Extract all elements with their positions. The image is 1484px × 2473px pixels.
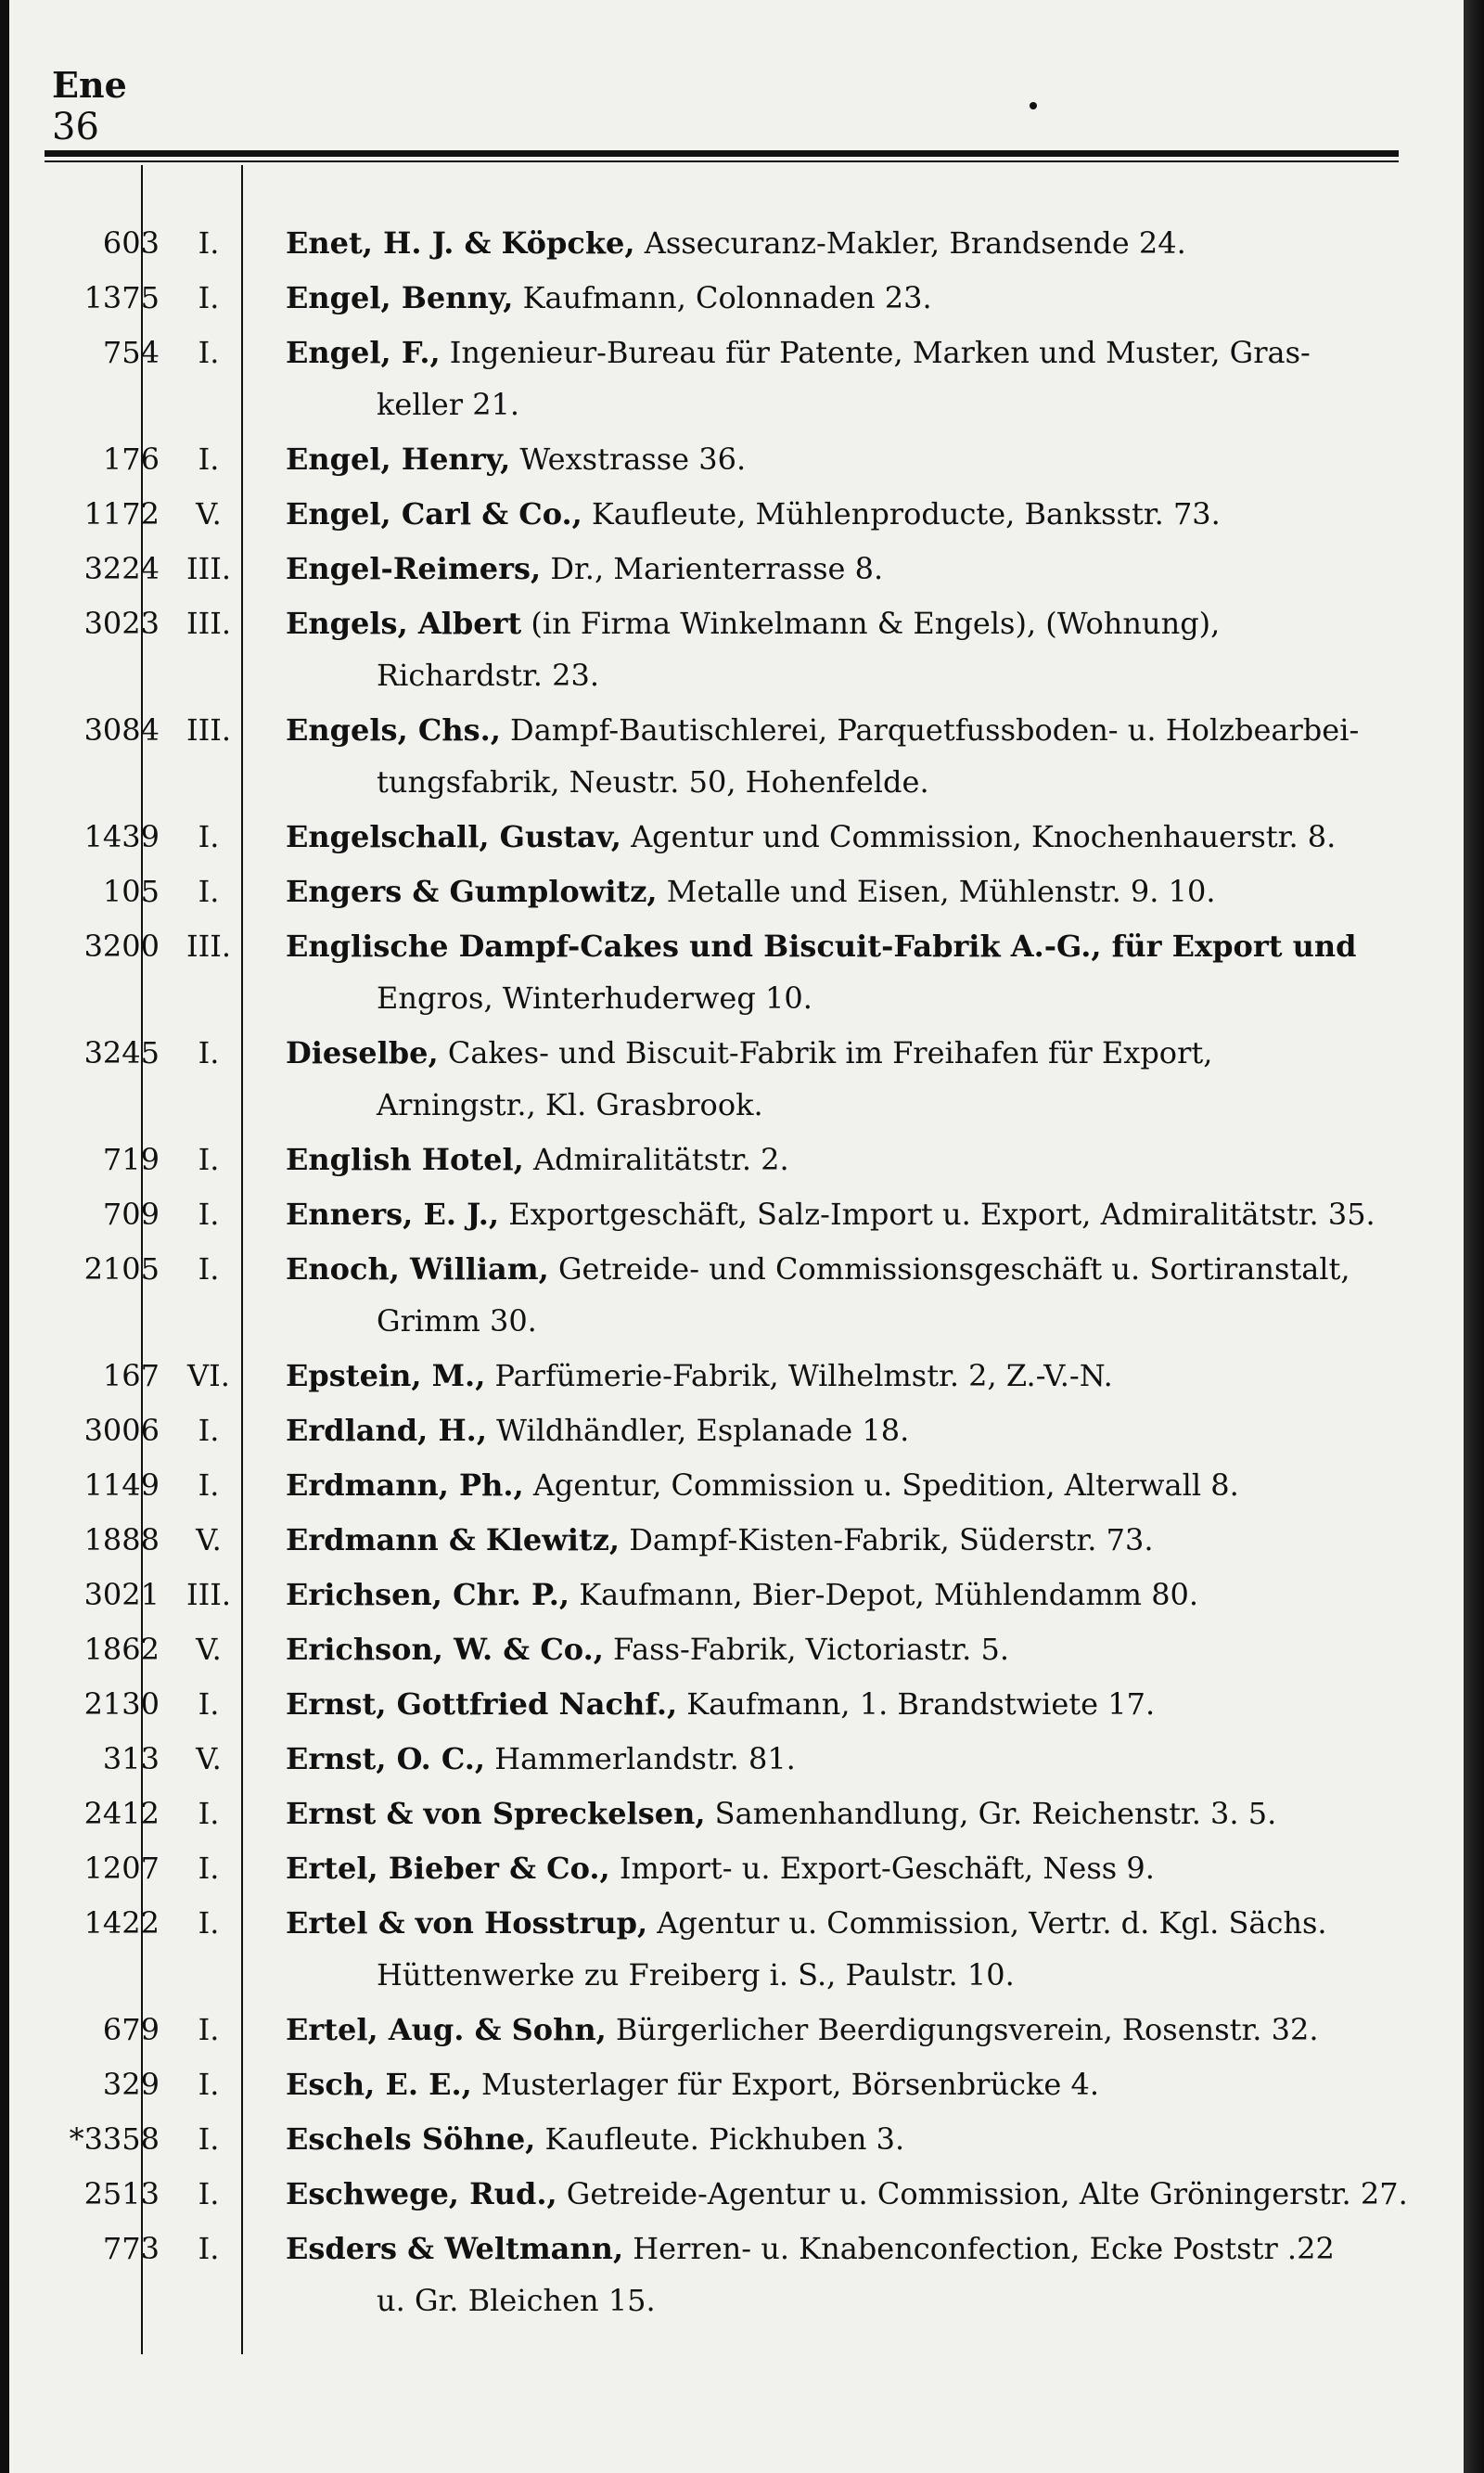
entry-text bbox=[258, 1404, 1417, 1456]
entry-number: 3245 bbox=[83, 1035, 160, 1070]
entry-name: Eschwege, Rud., bbox=[286, 2176, 557, 2211]
entry-district: III. bbox=[186, 551, 232, 586]
entry-name: Enners, E. J., bbox=[286, 1197, 500, 1232]
entry-number: 105 bbox=[102, 874, 160, 909]
entry-name: Engel, F., bbox=[286, 335, 441, 370]
entry-description: Hammerlandstr. 81. bbox=[485, 1741, 796, 1776]
entry-description: Bürgerlicher Beerdigungsverein, Rosenstr. 32. bbox=[606, 2012, 1319, 2047]
entry-number: 2105 bbox=[83, 1251, 160, 1287]
entry-name: Ertel, Aug. & Sohn, bbox=[286, 2012, 607, 2047]
entry-description: Metalle und Eisen, Mühlenstr. 9. 10. bbox=[657, 874, 1216, 909]
entry-description: Getreide-Agentur u. Commission, Alte Gröningerstr. 27. bbox=[556, 2176, 1408, 2211]
entry-description: Dr., Marienterrasse 8. bbox=[541, 551, 884, 586]
entry-text bbox=[258, 1459, 1417, 1511]
entry-district: V. bbox=[196, 1632, 222, 1667]
entry-description: Agentur und Commission, Knochenhauerstr. 8. bbox=[620, 819, 1337, 854]
entry-number: 3021 bbox=[83, 1577, 160, 1612]
entry-name: Ernst, Gottfried Nachf., bbox=[286, 1686, 678, 1722]
directory-entry bbox=[45, 1350, 1417, 1402]
entry-name: Epstein, M., bbox=[286, 1358, 486, 1393]
entry-name: Engers & Gumplowitz, bbox=[286, 874, 658, 909]
entry-text bbox=[258, 1243, 1417, 1347]
entry-number: 1422 bbox=[83, 1905, 160, 1941]
entry-name: English Hotel, bbox=[286, 1142, 524, 1177]
entry-number: 1439 bbox=[83, 819, 160, 854]
directory-entry bbox=[45, 543, 1417, 595]
entry-district: I. bbox=[198, 1686, 220, 1722]
entry-number: 329 bbox=[102, 2067, 160, 2102]
entry-description: Musterlager für Export, Börsenbrücke 4. bbox=[471, 2067, 1100, 2102]
entry-district: V. bbox=[196, 1522, 222, 1557]
directory-entry bbox=[45, 488, 1417, 540]
entry-name: Dieselbe, bbox=[286, 1035, 439, 1070]
entry-district: I. bbox=[198, 1467, 220, 1503]
entry-description: Kaufmann, Bier-Depot, Mühlendamm 80. bbox=[569, 1577, 1199, 1612]
entry-district: I. bbox=[198, 2121, 220, 2157]
entry-text bbox=[258, 1897, 1417, 2001]
entry-number: 2130 bbox=[83, 1686, 160, 1722]
entry-name: Ertel & von Hosstrup, bbox=[286, 1905, 648, 1941]
directory-entry bbox=[45, 920, 1417, 1024]
entry-district: I. bbox=[198, 442, 220, 477]
entry-name: Engel-Reimers, bbox=[286, 551, 542, 586]
entry-description: Kaufmann, 1. Brandstwiete 17. bbox=[677, 1686, 1156, 1722]
entry-description: Dampf-Kisten-Fabrik, Süderstr. 73. bbox=[620, 1522, 1154, 1557]
entry-continuation: Hüttenwerke zu Freiberg i. S., Paulstr. 10. bbox=[377, 1957, 1015, 1992]
entry-text bbox=[258, 1787, 1417, 1839]
entry-text bbox=[258, 1569, 1417, 1621]
entry-description: Kaufleute, Mühlenproducte, Banksstr. 73. bbox=[582, 496, 1221, 532]
entry-name: Erichsen, Chr. P., bbox=[286, 1577, 570, 1612]
entry-description: Admiralitätstr. 2. bbox=[523, 1142, 789, 1177]
entry-number: *3358 bbox=[69, 2121, 160, 2157]
entry-number: 167 bbox=[102, 1358, 160, 1393]
entry-text bbox=[258, 704, 1417, 808]
entry-description: Agentur u. Commission, Vertr. d. Kgl. Sächs. bbox=[647, 1905, 1327, 1941]
directory-entry bbox=[45, 704, 1417, 808]
entry-name: Erdmann & Klewitz, bbox=[286, 1522, 620, 1557]
entry-description: Cakes- und Biscuit-Fabrik im Freihafen für Export, bbox=[438, 1035, 1213, 1070]
entry-text bbox=[258, 1027, 1417, 1131]
entry-name: Esch, E. E., bbox=[286, 2067, 472, 2102]
header-rule-thin bbox=[45, 160, 1399, 162]
entry-continuation: Arningstr., Kl. Grasbrook. bbox=[377, 1087, 763, 1122]
entry-number: 1862 bbox=[83, 1632, 160, 1667]
page-header bbox=[52, 64, 127, 148]
entry-name: Eschels Söhne, bbox=[286, 2121, 536, 2157]
directory-entry bbox=[45, 865, 1417, 917]
entry-text bbox=[258, 488, 1417, 540]
entry-text bbox=[258, 2168, 1417, 2220]
entry-continuation: Engros, Winterhuderweg 10. bbox=[377, 980, 812, 1016]
entry-district: I. bbox=[198, 2067, 220, 2102]
entry-description: Dampf-Bautischlerei, Parquetfussboden- u. Holzbearbei- bbox=[500, 712, 1360, 748]
entry-number: 3224 bbox=[83, 551, 160, 586]
directory-entry bbox=[45, 811, 1417, 863]
directory-entry bbox=[45, 433, 1417, 485]
entry-text bbox=[258, 2113, 1417, 2165]
entry-number: 1172 bbox=[83, 496, 160, 532]
page-edge-shadow bbox=[1464, 0, 1484, 2473]
entry-continuation: keller 21. bbox=[377, 387, 520, 422]
entry-district: V. bbox=[196, 496, 222, 532]
directory-entry bbox=[45, 2058, 1417, 2110]
entry-number: 1207 bbox=[83, 1851, 160, 1886]
directory-entry bbox=[45, 2168, 1417, 2220]
directory-entry bbox=[45, 1514, 1417, 1566]
entry-name: Erdmann, Ph., bbox=[286, 1467, 524, 1503]
entry-name: Ernst & von Spreckelsen, bbox=[286, 1796, 706, 1831]
entry-text bbox=[258, 920, 1417, 1024]
entry-description: Assecuranz-Makler, Brandsende 24. bbox=[634, 225, 1186, 261]
entry-text bbox=[258, 1350, 1417, 1402]
entry-district: I. bbox=[198, 1197, 220, 1232]
entry-district: I. bbox=[198, 1413, 220, 1448]
entry-number: 3006 bbox=[83, 1413, 160, 1448]
entry-district: III. bbox=[186, 929, 232, 964]
entry-district: I. bbox=[198, 874, 220, 909]
entry-text bbox=[258, 597, 1417, 701]
directory-entry bbox=[45, 327, 1417, 430]
directory-entry bbox=[45, 1787, 1417, 1839]
entry-text bbox=[258, 811, 1417, 863]
entry-text bbox=[258, 1188, 1417, 1240]
entry-text bbox=[258, 1134, 1417, 1185]
entry-name: Enet, H. J. & Köpcke, bbox=[286, 225, 635, 261]
entry-text bbox=[258, 2223, 1417, 2326]
entry-text bbox=[258, 1842, 1417, 1894]
directory-entry bbox=[45, 1678, 1417, 1730]
entry-continuation: tungsfabrik, Neustr. 50, Hohenfelde. bbox=[377, 764, 929, 800]
entry-district: I. bbox=[198, 225, 220, 261]
entry-district: I. bbox=[198, 2231, 220, 2266]
entry-number: 2513 bbox=[83, 2176, 160, 2211]
entry-list bbox=[45, 217, 1417, 2329]
entry-district: I. bbox=[198, 1142, 220, 1177]
entry-text bbox=[258, 543, 1417, 595]
directory-entry bbox=[45, 1134, 1417, 1185]
directory-entry bbox=[45, 2113, 1417, 2165]
directory-entry bbox=[45, 2223, 1417, 2326]
entry-district: I. bbox=[198, 280, 220, 315]
entry-description: Parfümerie-Fabrik, Wilhelmstr. 2, Z.-V.-N. bbox=[485, 1358, 1113, 1393]
entry-number: 3200 bbox=[83, 929, 160, 964]
directory-entry bbox=[45, 1188, 1417, 1240]
entry-description: Wexstrasse 36. bbox=[510, 442, 747, 477]
entry-number: 773 bbox=[102, 2231, 160, 2266]
directory-entry bbox=[45, 1027, 1417, 1131]
entry-text bbox=[258, 1623, 1417, 1675]
entry-number: 679 bbox=[102, 2012, 160, 2047]
entry-text bbox=[258, 1514, 1417, 1566]
entry-text bbox=[258, 217, 1417, 269]
entry-continuation: u. Gr. Bleichen 15. bbox=[377, 2283, 656, 2318]
header-rule-thick bbox=[45, 150, 1399, 157]
entry-description: (in Firma Winkelmann & Engels), (Wohnung), bbox=[521, 606, 1221, 641]
entry-name: Erichson, W. & Co., bbox=[286, 1632, 604, 1667]
entry-number: 754 bbox=[102, 335, 160, 370]
entry-text bbox=[258, 2058, 1417, 2110]
entry-description: Agentur, Commission u. Spedition, Alterwall 8. bbox=[523, 1467, 1239, 1503]
entry-district: VI. bbox=[187, 1358, 230, 1393]
entry-district: I. bbox=[198, 1035, 220, 1070]
entry-district: V. bbox=[196, 1741, 222, 1776]
directory-entry bbox=[45, 217, 1417, 269]
directory-entry bbox=[45, 1733, 1417, 1785]
entry-district: I. bbox=[198, 1251, 220, 1287]
directory-entry bbox=[45, 1842, 1417, 1894]
entry-district: I. bbox=[198, 335, 220, 370]
directory-entry bbox=[45, 1897, 1417, 2001]
entry-number: 1149 bbox=[83, 1467, 160, 1503]
entry-number: 2412 bbox=[83, 1796, 160, 1831]
entry-text bbox=[258, 865, 1417, 917]
entry-name: Erdland, H., bbox=[286, 1413, 487, 1448]
entry-text bbox=[258, 433, 1417, 485]
directory-entry bbox=[45, 1404, 1417, 1456]
entry-district: I. bbox=[198, 1905, 220, 1941]
entry-name: Englische Dampf-Cakes und Biscuit-Fabrik A.-G., für Export und bbox=[286, 929, 1357, 964]
directory-entry bbox=[45, 1623, 1417, 1675]
entry-name: Engel, Benny, bbox=[286, 280, 514, 315]
entry-number: 709 bbox=[102, 1197, 160, 1232]
header-keyword: Ene bbox=[52, 64, 127, 106]
entry-description: Wildhändler, Esplanade 18. bbox=[486, 1413, 910, 1448]
entry-number: 3084 bbox=[83, 712, 160, 748]
entry-number: 603 bbox=[102, 225, 160, 261]
entry-name: Ertel, Bieber & Co., bbox=[286, 1851, 610, 1886]
entry-name: Esders & Weltmann, bbox=[286, 2231, 624, 2266]
directory-entry bbox=[45, 597, 1417, 701]
entry-description: Herren- u. Knabenconfection, Ecke Poststr .22 bbox=[623, 2231, 1335, 2266]
entry-number: 1375 bbox=[83, 280, 160, 315]
directory-entry bbox=[45, 1459, 1417, 1511]
entry-district: I. bbox=[198, 2176, 220, 2211]
entry-district: I. bbox=[198, 1796, 220, 1831]
entry-district: III. bbox=[186, 712, 232, 748]
entry-name: Enoch, William, bbox=[286, 1251, 549, 1287]
entry-number: 176 bbox=[102, 442, 160, 477]
entry-description: Getreide- und Commissionsgeschäft u. Sortiranstalt, bbox=[548, 1251, 1350, 1287]
entry-description: Import- u. Export-Geschäft, Ness 9. bbox=[609, 1851, 1155, 1886]
directory-entry bbox=[45, 2004, 1417, 2056]
entry-continuation: Richardstr. 23. bbox=[377, 658, 600, 693]
entry-description: Exportgeschäft, Salz-Import u. Export, Admiralitätstr. 35. bbox=[499, 1197, 1375, 1232]
entry-district: III. bbox=[186, 606, 232, 641]
ink-dot bbox=[1030, 102, 1037, 109]
entry-text bbox=[258, 327, 1417, 430]
entry-number: 3023 bbox=[83, 606, 160, 641]
entry-name: Engel, Carl & Co., bbox=[286, 496, 582, 532]
entry-number: 719 bbox=[102, 1142, 160, 1177]
directory-entry bbox=[45, 1243, 1417, 1347]
entry-district: III. bbox=[186, 1577, 232, 1612]
entry-name: Engels, Albert bbox=[286, 606, 522, 641]
entry-name: Engels, Chs., bbox=[286, 712, 501, 748]
entry-number: 313 bbox=[102, 1741, 160, 1776]
entry-district: I. bbox=[198, 2012, 220, 2047]
entry-text bbox=[258, 2004, 1417, 2056]
entry-name: Engelschall, Gustav, bbox=[286, 819, 621, 854]
entry-number: 1888 bbox=[83, 1522, 160, 1557]
entry-text bbox=[258, 272, 1417, 324]
entry-district: I. bbox=[198, 819, 220, 854]
entry-description: Samenhandlung, Gr. Reichenstr. 3. 5. bbox=[705, 1796, 1277, 1831]
entry-description: Ingenieur-Bureau für Patente, Marken und Muster, Gras- bbox=[440, 335, 1311, 370]
entry-description: Kaufleute. Pickhuben 3. bbox=[535, 2121, 905, 2157]
directory-entry bbox=[45, 1569, 1417, 1621]
directory-entry bbox=[45, 272, 1417, 324]
entry-text bbox=[258, 1733, 1417, 1785]
entry-district: I. bbox=[198, 1851, 220, 1886]
entry-name: Ernst, O. C., bbox=[286, 1741, 486, 1776]
entry-description: Kaufmann, Colonnaden 23. bbox=[513, 280, 932, 315]
entry-continuation: Grimm 30. bbox=[377, 1303, 537, 1339]
entry-description: Fass-Fabrik, Victoriastr. 5. bbox=[603, 1632, 1010, 1667]
page-number: 36 bbox=[52, 106, 99, 148]
entry-name: Engel, Henry, bbox=[286, 442, 511, 477]
entry-text bbox=[258, 1678, 1417, 1730]
